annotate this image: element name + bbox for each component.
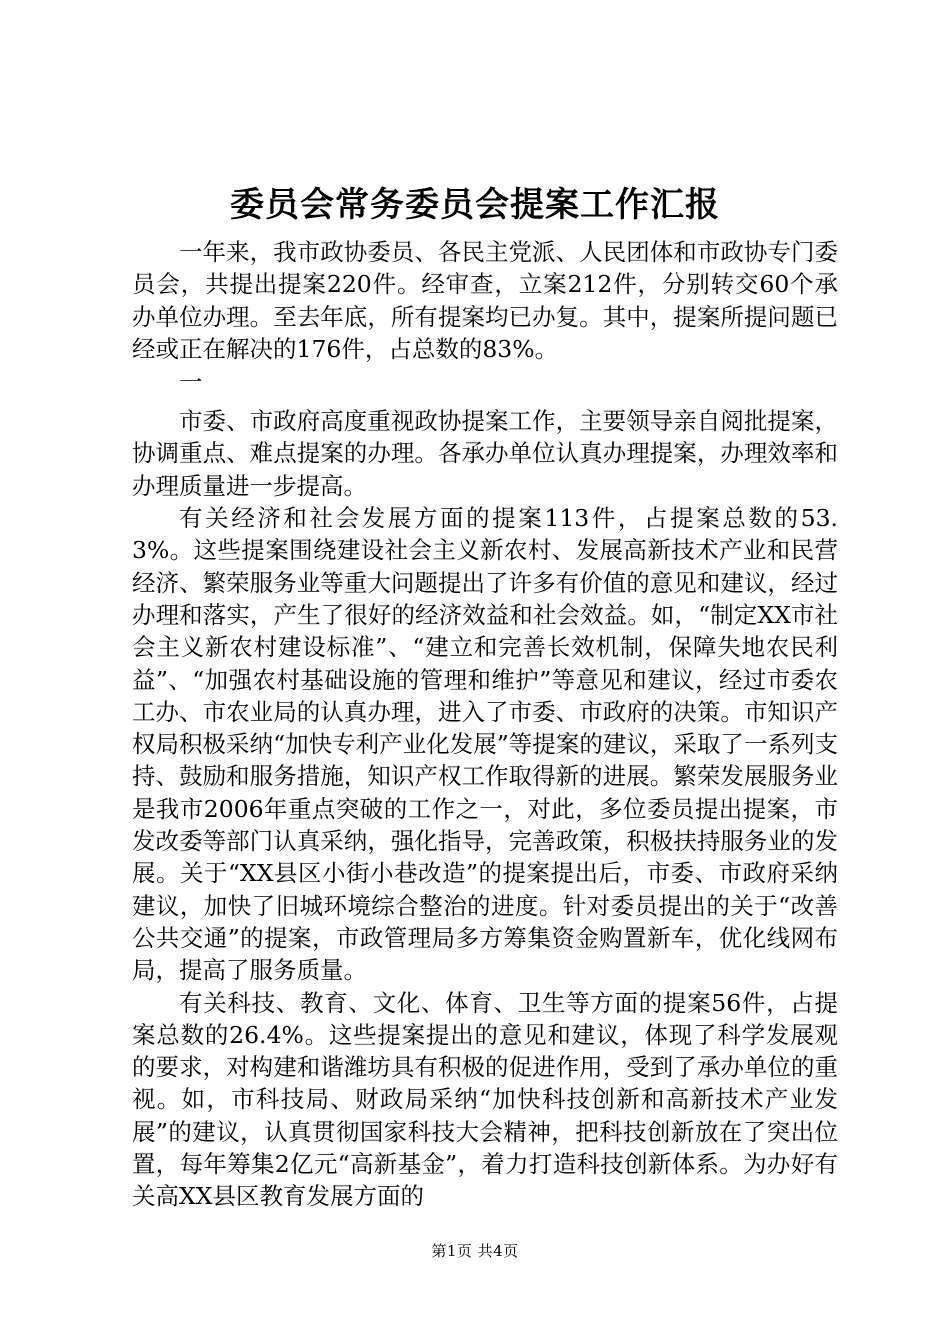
- paragraph-science-education: 有关科技、教育、文化、体育、卫生等方面的提案56件，占提案总数的26.4%。这些提案提出的意见和建议，体现了科学发展观的要求，对构建和谐潍坊具有积极的促进作用，受到了承办单位的重视。如，市科技局、财政局采纳“加快科技创新和高新技术产业发展”的建议，认真贯彻国家科技大会精神，把科技创新放在了突出位置，每年筹集2亿元“高新基金”，着力打造科技创新体系。为办好有关高XX县区教育发展方面的: [132, 988, 838, 1211]
- paragraph-intro: 一年来，我市政协委员、各民主党派、人民团体和市政协专门委员会，共提出提案220件。经审查，立案212件，分别转交60个承办单位办理。至去年底，所有提案均已办复。其中，提案所提问题已经或正在解决的176件，占总数的83%。: [132, 238, 838, 363]
- document-title: 委员会常务委员会提案工作汇报: [230, 185, 720, 225]
- page-number: 第1页 共4页: [431, 1242, 519, 1260]
- paragraph-economy: 有关经济和社会发展方面的提案113件，占提案总数的53.3%。这些提案围绕建设社会主义新农村、发展高新技术产业和民营经济、繁荣服务业等重大问题提出了许多有价值的意见和建议，经过办理和落实，产生了很好的经济效益和社会效益。如，“制定XX市社会主义新农村建设标准”、“建立和完善长效机制，保障失地农民利益”、“加强农村基础设施的管理和维护”等意见和建议，经过市委农工办、市农业局的认真办理，进入了市委、市政府的决策。市知识产权局积极采纳“加快专利产业化发展”等提案的建议，采取了一系列支持、鼓励和服务措施，知识产权工作取得新的进展。繁荣发展服务业是我市2006年重点突破的工作之一，对此，多位委员提出提案，市发改委等部门认真采纳，强化指导，完善政策，积极扶持服务业的发展。关于“XX县区小街小巷改造”的提案提出后，市委、市政府采纳建议，加快了旧城环境综合整治的进度。针对委员提出的关于“改善公共交通”的提案，市政管理局多方筹集资金购置新车，优化线网布局，提高了服务质量。: [132, 504, 838, 985]
- document-body: [132, 236, 838, 1213]
- section-marker: 一: [179, 368, 203, 397]
- paragraph-overview: 市委、市政府高度重视政协提案工作，主要领导亲自阅批提案，协调重点、难点提案的办理。各承办单位认真办理提案，办理效率和办理质量进一步提高。: [132, 407, 838, 500]
